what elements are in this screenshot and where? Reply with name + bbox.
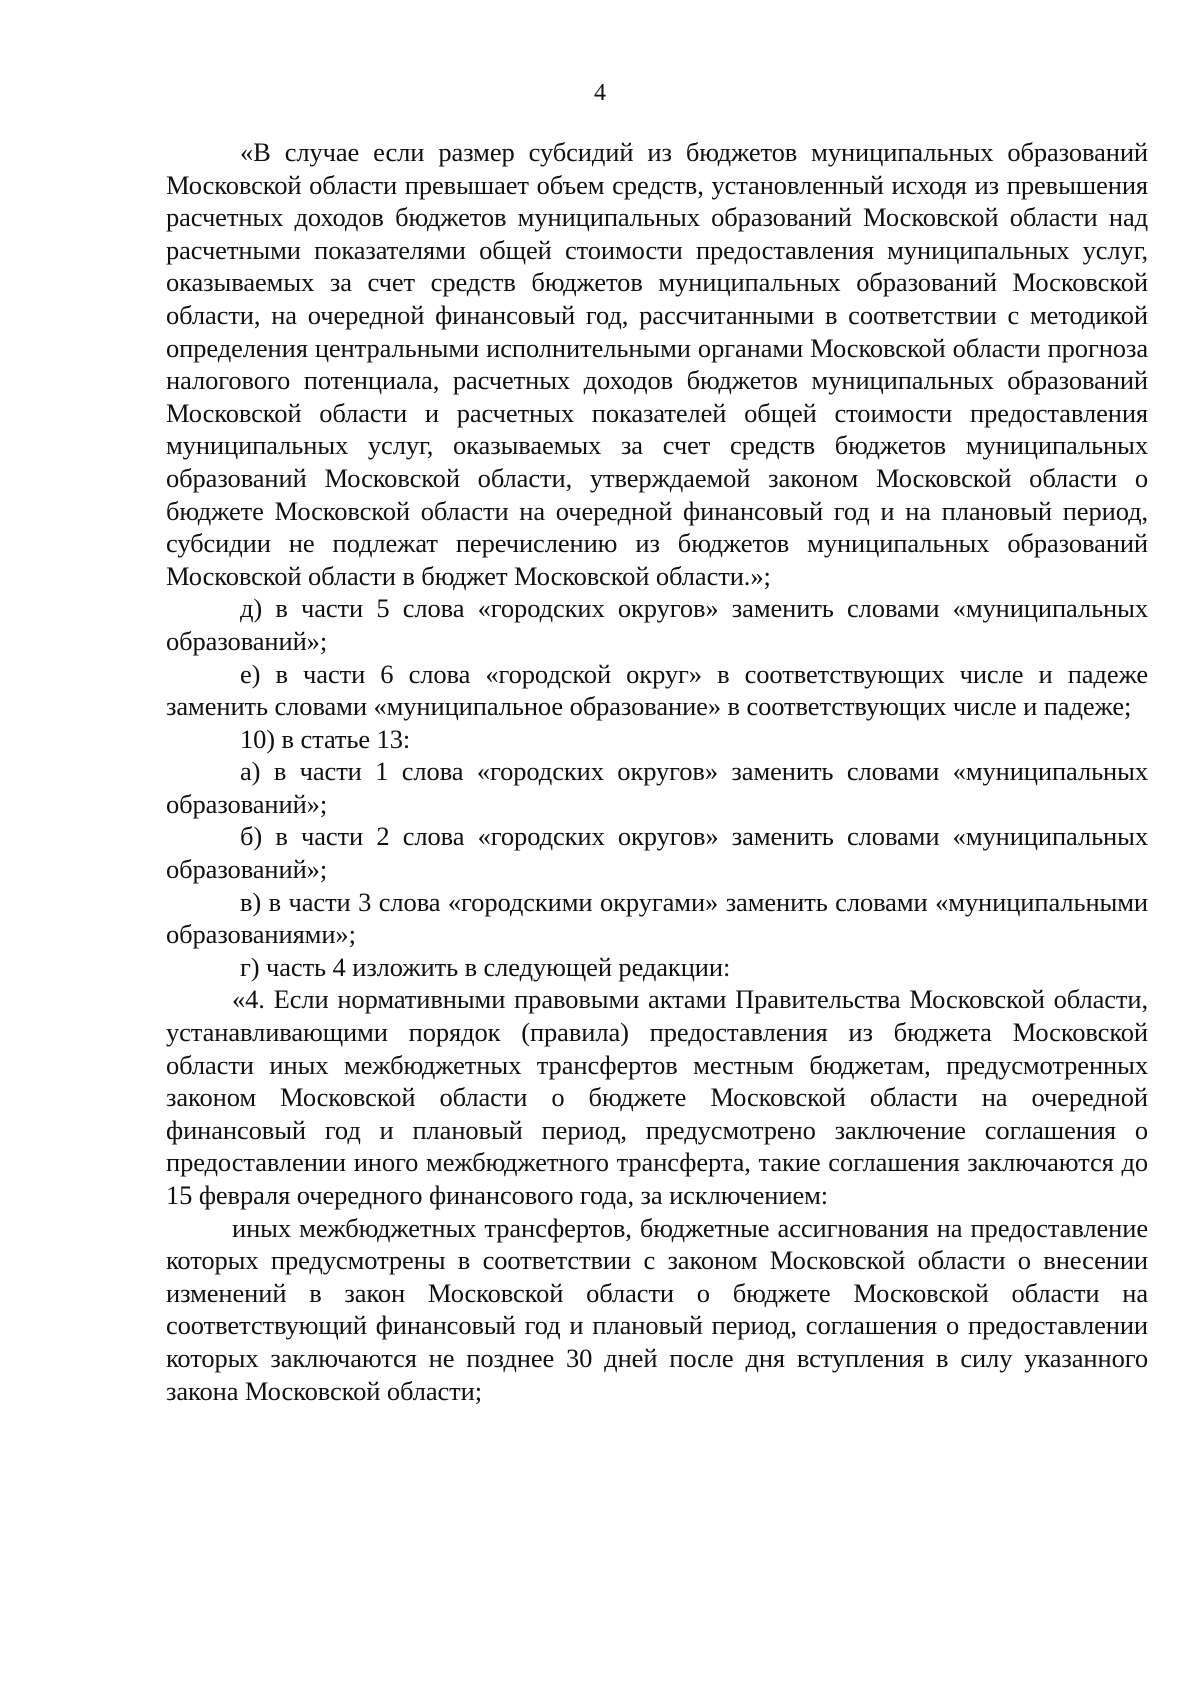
paragraph-item-g: г) часть 4 изложить в следующей редакции:	[240, 951, 731, 982]
paragraph-article-13-heading: 10) в статье 13:	[240, 723, 411, 754]
paragraph-item-d: д) в части 5 слова «городских округов» заменить словами «муниципальных образований»;	[166, 593, 1148, 656]
paragraph-part-4-quote: «4. Если нормативными правовыми актами Правительства Московской области, устанавливающими порядок (правила) предоставления из бюджета Московской области иных межбюджетных трансфертов местным бюджетам, предусмотренных законом Московской области о бюджете Московской области на очередной финансовый год и плановый период, предусмотрено заключение соглашения о предоставлении иного межбюджетного трансферта, такие соглашения заключаются до 15 февраля очередного финансового года, за исключением:	[166, 984, 1148, 1210]
paragraph-subsidies-quote: «В случае если размер субсидий из бюджетов муниципальных образований Московской области превышает объем средств, установленный исходя из превышения расчетных доходов бюджетов муниципальных образований Московской области над расчетными показателями общей стоимости предоставления муниципальных услуг, оказываемых за счет средств бюджетов муниципальных образований Московской области, на очередной финансовый год, рассчитанными в соответствии с методикой определения центральными исполнительными органами Московской области прогноза налогового потенциала, расчетных доходов бюджетов муниципальных образований Московской области и расчетных показателей общей стоимости предоставления муниципальных услуг, оказываемых за счет средств бюджетов муниципальных образований Московской области, утверждаемой законом Московской области о бюджете Московской области на очередной финансовый год и на плановый период, субсидии не подлежат перечислению из бюджетов муниципальных образований Московской области в бюджет Московской области.»;	[166, 137, 1148, 591]
paragraph-item-v: в) в части 3 слова «городскими округами» заменить словами «муниципальными образованиями»;	[166, 886, 1148, 950]
document-body	[166, 136, 1148, 1407]
paragraph-item-a: а) в части 1 слова «городских округов» заменить словами «муниципальных образований»;	[166, 756, 1148, 819]
paragraph-item-b: б) в части 2 слова «городских округов» заменить словами «муниципальных образований»;	[166, 821, 1148, 885]
paragraph-item-e: е) в части 6 слова «городской округ» в соответствующих числе и падеже заменить словами «муниципальное образование» в соответствующих числе и падеже;	[166, 658, 1148, 722]
page-number: 4	[594, 80, 606, 106]
paragraph-exception: иных межбюджетных трансфертов, бюджетные ассигнования на предоставление которых предусмотрены в соответствии с законом Московской области о внесении изменений в закон Московской области о бюджете Московской области на соответствующий финансовый год и плановый период, соглашения о предоставлении которых заключаются не позднее 30 дней после дня вступления в силу указанного закона Московской области;	[166, 1212, 1148, 1406]
